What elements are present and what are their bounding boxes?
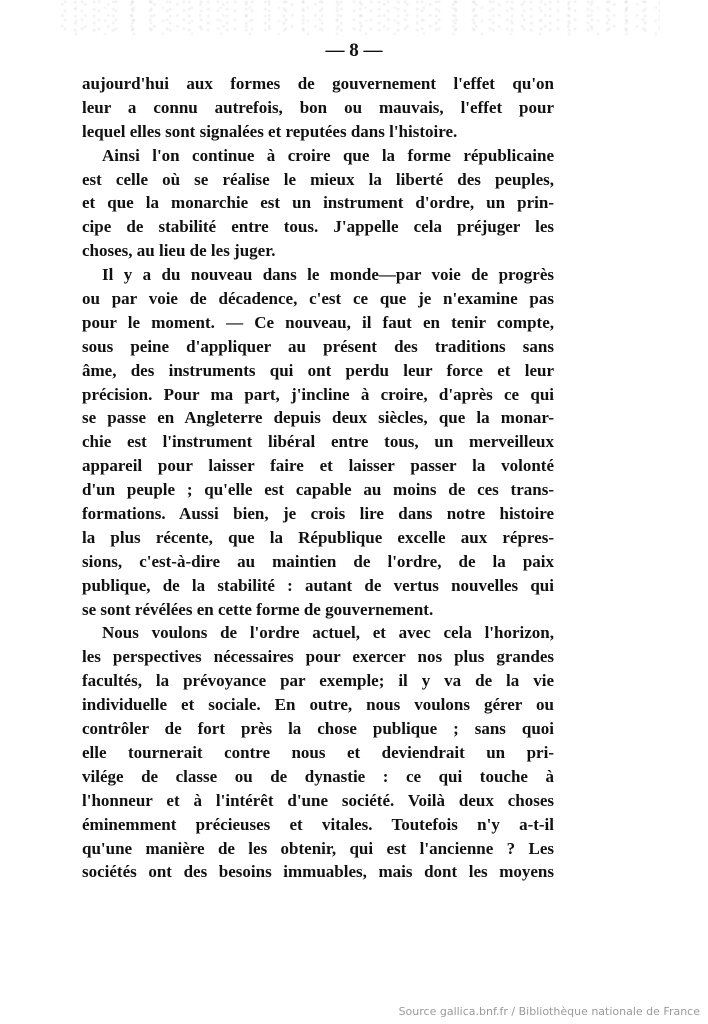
text-line: publique, de la stabilité : autant de vertus nouvelles qui bbox=[82, 575, 554, 595]
text-line: sous peine d'appliquer au présent des traditions sans bbox=[82, 336, 554, 356]
text-line: se passe en Angleterre depuis deux siècles, que la monar- bbox=[82, 408, 554, 428]
text-line: formations. Aussi bien, je crois lire dans notre histoire bbox=[82, 504, 554, 524]
text-line: elle tournerait contre nous et deviendrait un pri- bbox=[82, 742, 554, 762]
text-line: lequel elles sont signalées et reputées dans l'histoire. bbox=[82, 121, 458, 141]
text-line: leur a connu autrefois, bon ou mauvais, l'effet pour bbox=[82, 97, 554, 117]
text-line: âme, des instruments qui ont perdu leur force et leur bbox=[82, 360, 554, 380]
text-line: contrôler de fort près la chose publique ; sans quoi bbox=[82, 719, 554, 739]
text-line: sociétés ont des besoins immuables, mais dont les moyens bbox=[82, 862, 554, 882]
text-line: vilége de classe ou de dynastie : ce qui touche à bbox=[82, 766, 554, 786]
text-line: ou par voie de décadence, c'est ce que je n'examine pas bbox=[82, 289, 554, 309]
source-footer: Source gallica.bnf.fr / Bibliothèque nationale de France bbox=[398, 1005, 700, 1018]
text-line: Nous voulons de l'ordre actuel, et avec cela l'horizon, bbox=[102, 623, 554, 643]
text-line: Il y a du nouveau dans le monde—par voie de progrès bbox=[102, 265, 554, 285]
text-line: les perspectives nécessaires pour exercer nos plus grandes bbox=[82, 647, 554, 667]
text-line: aujourd'hui aux formes de gouvernement l'effet qu'on bbox=[82, 74, 554, 93]
text-line: qu'une manière de les obtenir, qui est l'ancienne ? Les bbox=[82, 838, 554, 858]
text-line: éminemment précieuses et vitales. Toutefois n'y a-t-il bbox=[82, 814, 554, 834]
text-line: d'un peuple ; qu'elle est capable au moins de ces trans- bbox=[82, 480, 554, 500]
text-line: la plus récente, que la République excelle aux répres- bbox=[82, 527, 554, 547]
text-line: facultés, la prévoyance par exemple; il y va de la vie bbox=[82, 671, 554, 691]
text-line: l'honneur et à l'intérêt d'une société. Voilà deux choses bbox=[82, 790, 554, 810]
text-line: choses, au lieu de les juger. bbox=[82, 241, 276, 261]
text-line: se sont révélées en cette forme de gouvernement. bbox=[82, 599, 434, 619]
text-line: précision. Pour ma part, j'incline à croire, d'après ce qui bbox=[82, 384, 554, 404]
text-line: est celle où se réalise le mieux la liberté des peuples, bbox=[82, 169, 554, 189]
text-line: appareil pour laisser faire et laisser passer la volonté bbox=[82, 456, 554, 476]
scan-noise-header bbox=[60, 0, 660, 36]
text-line: cipe de stabilité entre tous. J'appelle cela préjuger les bbox=[82, 217, 554, 237]
text-line: pour le moment. — Ce nouveau, il faut en tenir compte, bbox=[82, 312, 554, 332]
text-line: chie est l'instrument libéral entre tous, un merveilleux bbox=[82, 432, 554, 452]
text-line: sions, c'est-à-dire au maintien de l'ordre, de la paix bbox=[82, 551, 554, 571]
page-number: — 8 — bbox=[325, 40, 383, 61]
text-line: Ainsi l'on continue à croire que la forme républicaine bbox=[102, 145, 554, 165]
body-text bbox=[82, 72, 554, 884]
text-line: individuelle et sociale. En outre, nous voulons gérer ou bbox=[82, 695, 554, 715]
text-line: et que la monarchie est un instrument d'ordre, un prin- bbox=[82, 193, 554, 213]
